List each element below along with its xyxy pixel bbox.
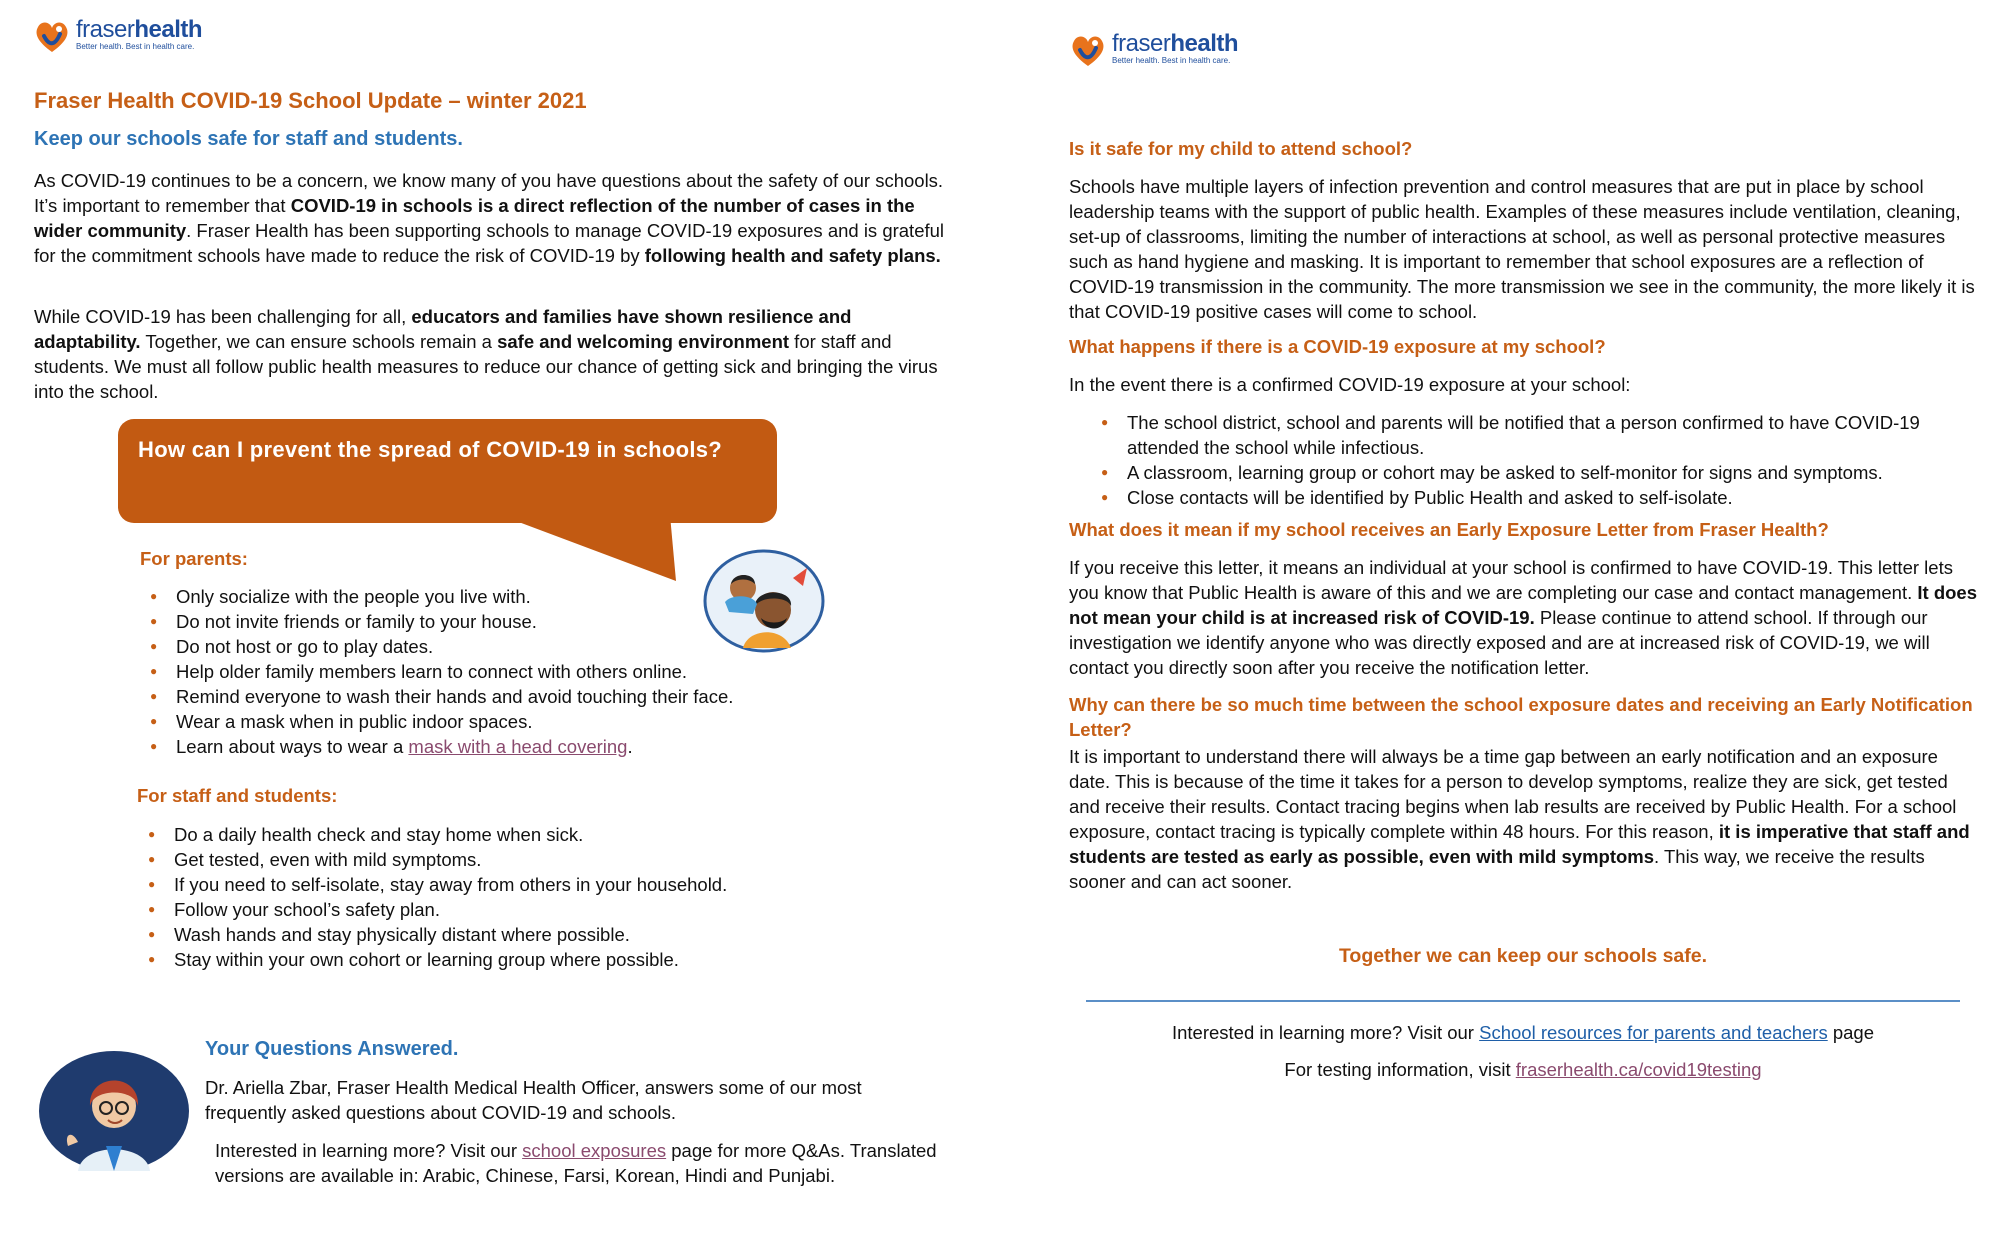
covid19-testing-link[interactable]: fraserhealth.ca/covid19testing: [1515, 1059, 1762, 1080]
list-item: ● Wear a mask when in public indoor spaces.: [150, 709, 850, 734]
together-tagline: Together we can keep our schools safe.: [1338, 945, 1708, 967]
parents-list: [150, 584, 850, 759]
parents-heading: For parents:: [140, 548, 248, 569]
list-item: ● Do not invite friends or family to your house.: [150, 609, 850, 634]
exposure-list: [1101, 410, 1951, 510]
question-exposure-at-school: What happens if there is a COVID-19 exposure at my school?: [1069, 336, 1606, 357]
divider: [1086, 1000, 1960, 1002]
list-item: ● Do not host or go to play dates.: [150, 634, 850, 659]
list-item: ● Do a daily health check and stay home when sick.: [148, 822, 848, 847]
list-item: ● Wash hands and stay physically distant where possible.: [148, 922, 848, 947]
resilience-paragraph: While COVID-19 has been challenging for all, educators and families have shown resilience and adaptability. Together, we can ensure schools remain a safe and welcoming environment for staff and students. We must all follow public health measures to reduce our chance of getting sick and bringing the virus into the school.: [34, 306, 938, 402]
question-time-gap: Why can there be so much time between the school exposure dates and receiving an Early Notification Letter?: [1069, 694, 1973, 740]
list-item: ● If you need to self-isolate, stay away from others in your household.: [148, 872, 848, 897]
list-item: ● A classroom, learning group or cohort may be asked to self-monitor for signs and symptoms.: [1101, 460, 1951, 485]
logo-wordmark: fraserhealth: [76, 16, 203, 43]
heart-logo-icon: [32, 16, 72, 56]
answer-exposure-intro: In the event there is a confirmed COVID-19 exposure at your school:: [1069, 374, 1631, 395]
logo-wordmark: fraserhealth: [1112, 30, 1239, 57]
prevent-spread-callout: How can I prevent the spread of COVID-19 in schools?: [118, 419, 777, 523]
list-item: ● Help older family members learn to connect with others online.: [150, 659, 850, 684]
school-resources-link[interactable]: School resources for parents and teachers: [1479, 1022, 1828, 1043]
list-item: ● The school district, school and parents will be notified that a person confirmed to have COVID-19 attended the school while infectious.: [1101, 410, 1951, 460]
mask-head-covering-link[interactable]: mask with a head covering: [408, 736, 628, 757]
testing-info-line: For testing information, visit fraserhealth.ca/covid19testing: [1284, 1059, 1762, 1080]
school-exposures-link[interactable]: school exposures: [522, 1140, 667, 1161]
staff-heading: For staff and students:: [137, 785, 338, 806]
qa-text: Dr. Ariella Zbar, Fraser Health Medical Health Officer, answers some of our most frequently asked questions about COVID-19 and schools.: [205, 1077, 862, 1123]
answer-early-exposure-letter: If you receive this letter, it means an individual at your school is confirmed to have COVID-19. This letter lets you know that Public Health is aware of this and we are completing our case and contact management. It does not mean your child is at increased risk of COVID-19. Please continue to attend school. If through our investigation we identify anyone who was directly exposed and are at increased risk of COVID-19, we will contact you directly soon after you receive the notification letter.: [1069, 557, 1978, 678]
fraser-health-logo-right: [1068, 30, 1238, 70]
fraser-health-logo-left: [32, 16, 202, 56]
logo-tagline: Better health. Best in health care.: [1112, 56, 1231, 65]
learn-more-line: Interested in learning more? Visit our School resources for parents and teachers page: [1171, 1022, 1875, 1043]
answer-safe-to-attend: Schools have multiple layers of infection prevention and control measures that are put in place by school leadership teams with the support of public health. Examples of these measures include ventilation, cleaning, set-up of classrooms, limiting the number of interactions at school, as well as personal protective measures such as hand hygiene and masking. It is important to remember that school exposures are a reflection of COVID-19 transmission in the community. The more transmission we see in the community, the more likely it is that COVID-19 positive cases will come to school.: [1069, 176, 1975, 322]
staff-list: [148, 822, 848, 972]
list-item: ● Follow your school’s safety plan.: [148, 897, 848, 922]
logo-tagline: Better health. Best in health care.: [76, 42, 195, 51]
list-item: ● Get tested, even with mild symptoms.: [148, 847, 848, 872]
list-item: ● Close contacts will be identified by Public Health and asked to self-isolate.: [1101, 485, 1951, 510]
page-subtitle: Keep our schools safe for staff and students.: [34, 128, 463, 150]
list-item: ● Learn about ways to wear a mask with a head covering.: [150, 734, 850, 759]
list-item: ● Remind everyone to wash their hands and avoid touching their face.: [150, 684, 850, 709]
question-early-exposure-letter: What does it mean if my school receives an Early Exposure Letter from Fraser Health?: [1069, 519, 1829, 540]
list-item: ● Only socialize with the people you live with.: [150, 584, 850, 609]
answer-time-gap: It is important to understand there will always be a time gap between an early notification and an exposure date. This is because of the time it takes for a person to develop symptoms, realize they are sick, get tested and receive their results. Contact tracing begins when lab results are received by Public Health. For a school exposure, contact tracing is typically complete within 48 hours. For this reason, it is imperative that staff and students are tested as early as possible, even with mild symptoms. This way, we receive the results sooner and can act sooner.: [1069, 746, 1970, 892]
school-exposures-paragraph: Interested in learning more? Visit our school exposures page for more Q&As. Translated versions are available in: Arabic, Chinese, Farsi, Korean, Hindi and Punjabi.: [215, 1140, 937, 1186]
qa-heading: Your Questions Answered.: [205, 1038, 459, 1060]
heart-logo-icon: [1068, 30, 1108, 70]
list-item: ● Stay within your own cohort or learning group where possible.: [148, 947, 848, 972]
page-title: Fraser Health COVID-19 School Update – winter 2021: [34, 88, 587, 113]
question-safe-to-attend: Is it safe for my child to attend school?: [1069, 138, 1413, 159]
callout-tail: [500, 515, 690, 585]
doctor-illustration: [38, 1050, 190, 1172]
intro-paragraph: As COVID-19 continues to be a concern, we know many of you have questions about the safety of our schools. It’s important to remember that COVID-19 in schools is a direct reflection of the number of cases in the wider community. Fraser Health has been supporting schools to manage COVID-19 exposures and is grateful for the commitment schools have made to reduce the risk of COVID-19 by following health and safety plans.: [34, 170, 945, 266]
